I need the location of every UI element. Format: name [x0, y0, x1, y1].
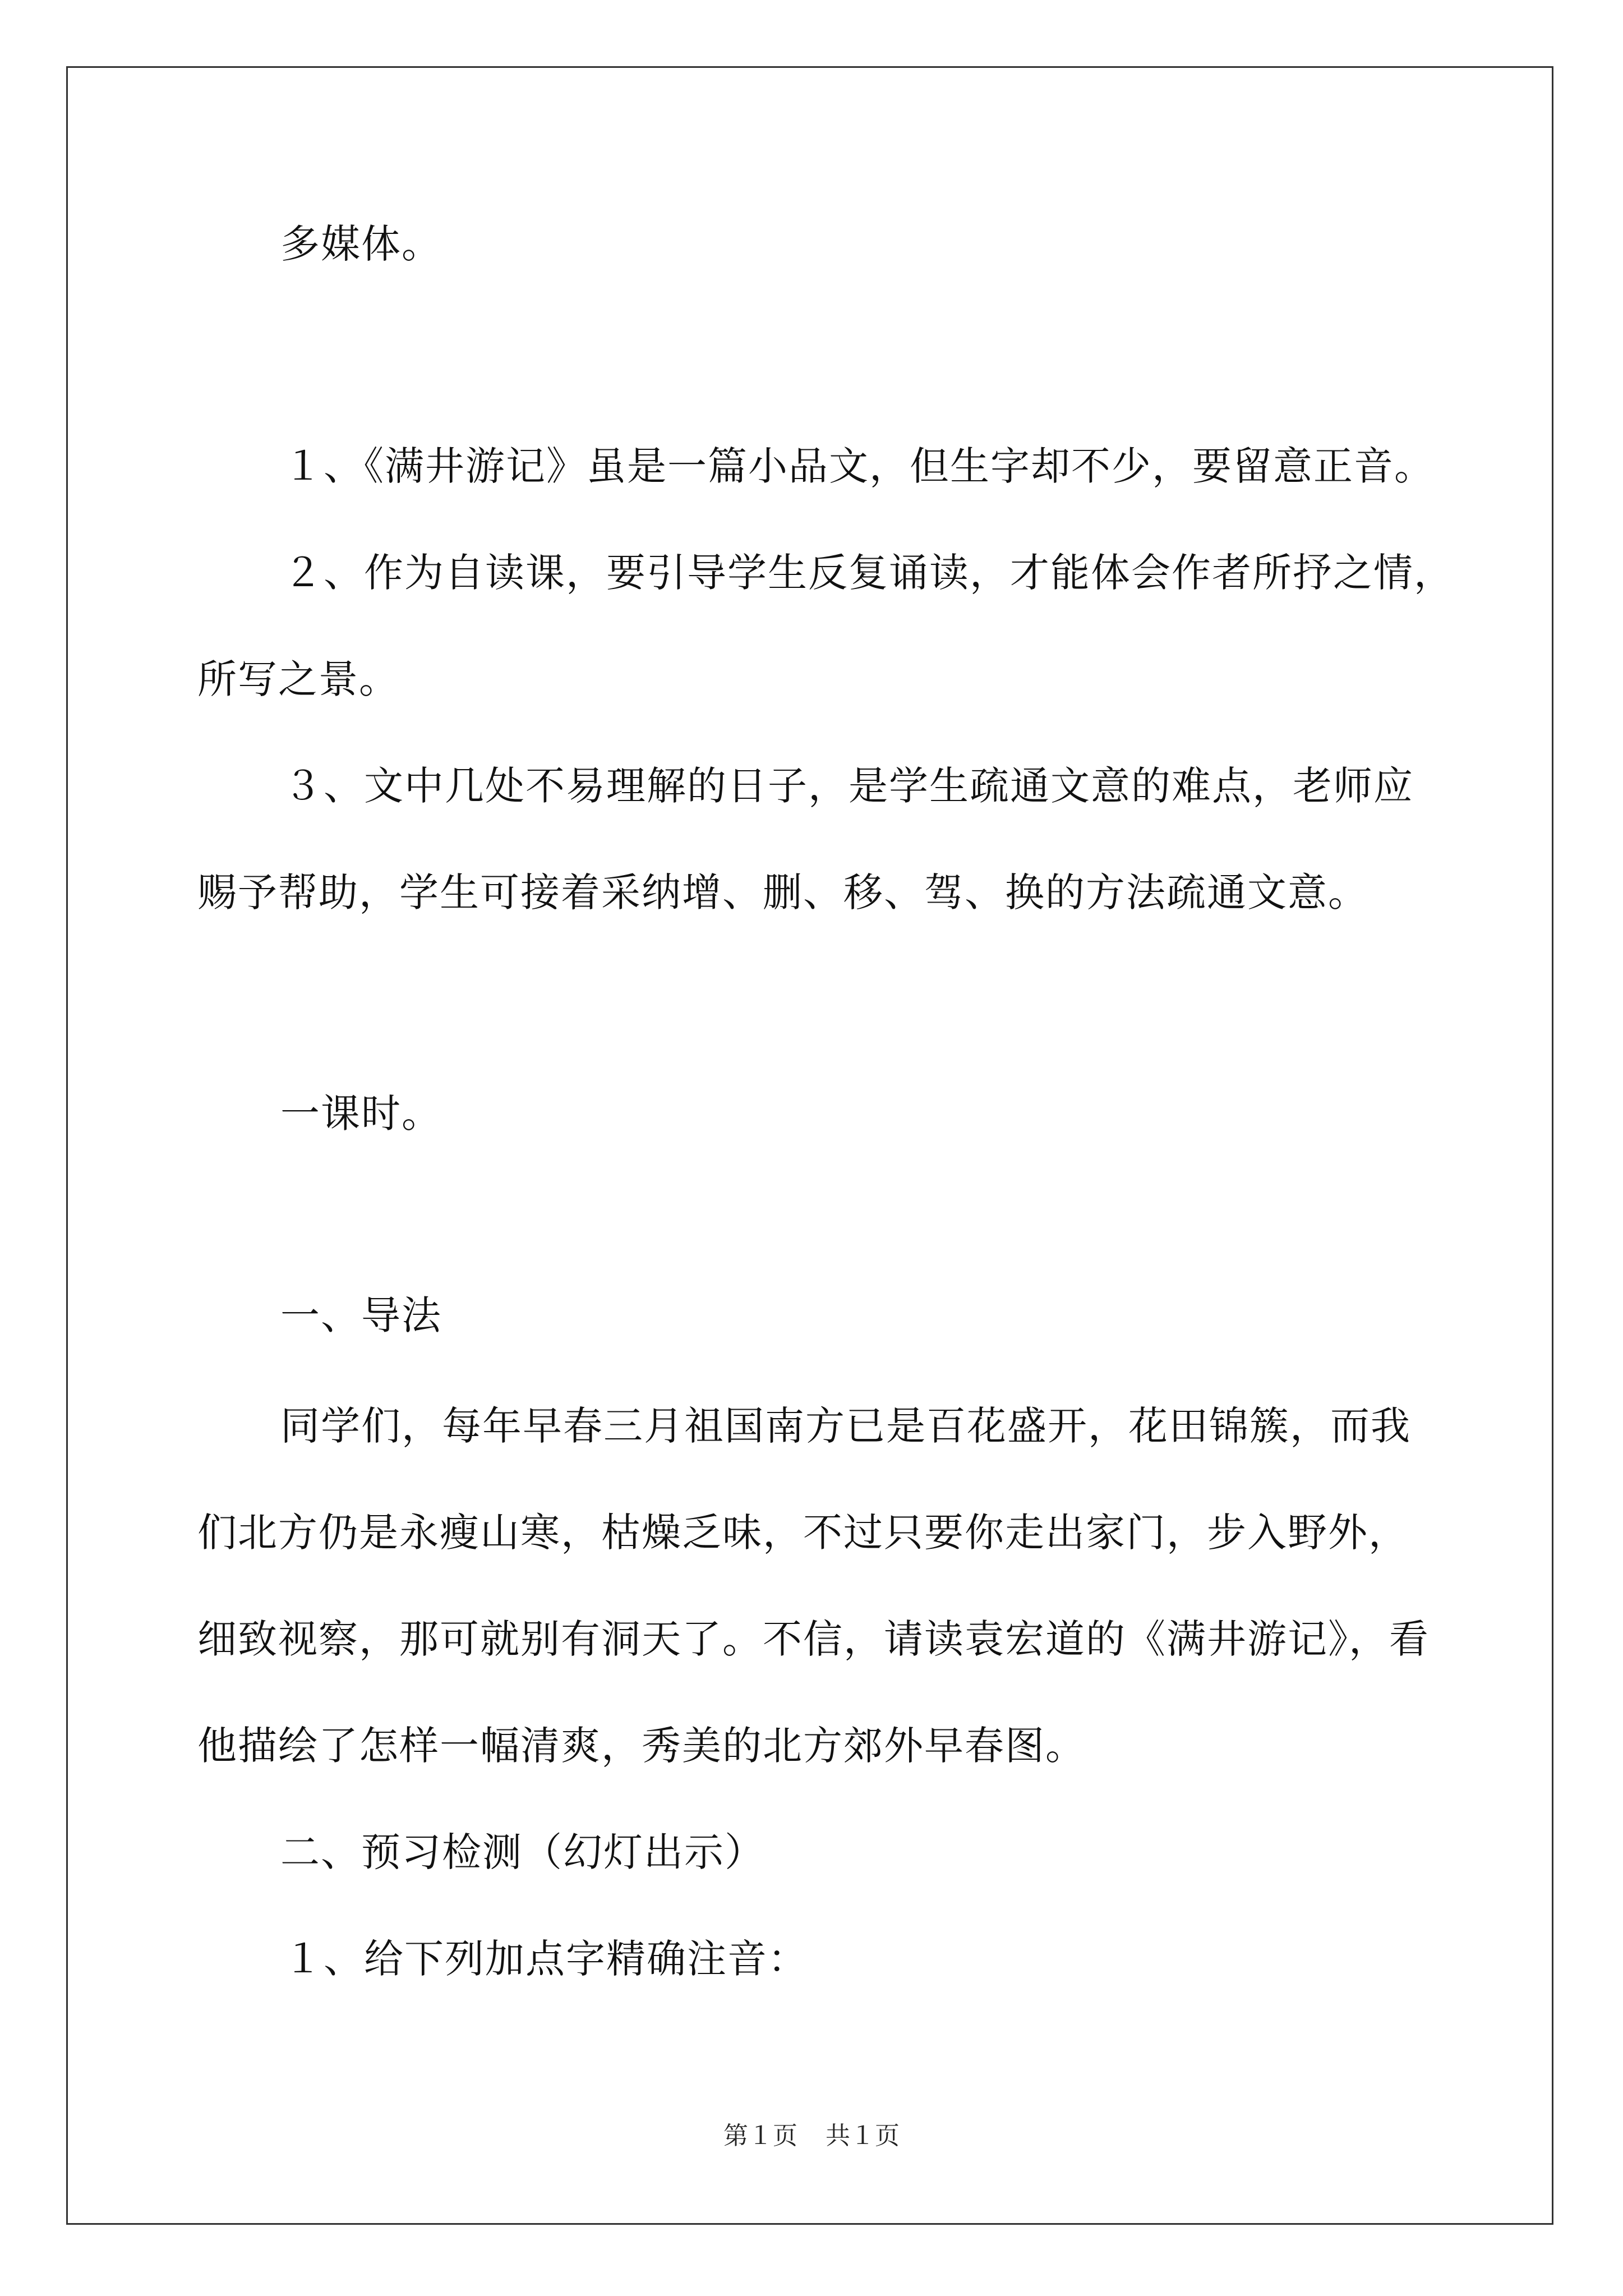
text-line-point-2-cont: 所写之景。	[197, 656, 399, 702]
text-line-intro-2: 们北方仍是永瘦山寒，枯燥乏味，不过只要你走出家门，步入野外，	[197, 1510, 1409, 1556]
text-line-point-2: ２、作为自读课，要引导学生反复诵读，才能体会作者所抒之情，	[283, 550, 1454, 596]
text-line-point-1: １、《满井游记》虽是一篇小品文，但生字却不少，要留意正音。	[283, 443, 1435, 489]
page-number: 第１页	[723, 2122, 797, 2150]
page-border	[66, 66, 1553, 2225]
section-heading-preview: 二、预习检测（幻灯出示）	[280, 1829, 765, 1875]
page-total: 共１页	[826, 2122, 900, 2150]
text-line-preview-1: １、给下列加点字精确注音：	[283, 1936, 808, 1982]
text-line-intro-4: 他描绘了怎样一幅清爽，秀美的北方郊外早春图。	[197, 1723, 1086, 1769]
section-heading-intro: 一、导法	[280, 1292, 442, 1338]
text-line-class-hours: 一课时。	[280, 1091, 442, 1137]
page-footer	[0, 2119, 1623, 2153]
text-line-intro-3: 细致视察，那可就别有洞天了。不信，请读袁宏道的《满井游记》，看	[197, 1616, 1430, 1662]
text-line-point-3: ３、文中几处不易理解的日子，是学生疏通文意的难点，老师应	[283, 763, 1414, 809]
text-line-intro-1: 同学们，每年早春三月祖国南方已是百花盛开，花田锦簇，而我	[280, 1403, 1411, 1449]
text-line-multimedia: 多媒体。	[280, 221, 442, 267]
text-line-point-3-cont: 赐予帮助，学生可接着采纳增、删、移、驾、换的方法疏通文意。	[197, 869, 1368, 915]
